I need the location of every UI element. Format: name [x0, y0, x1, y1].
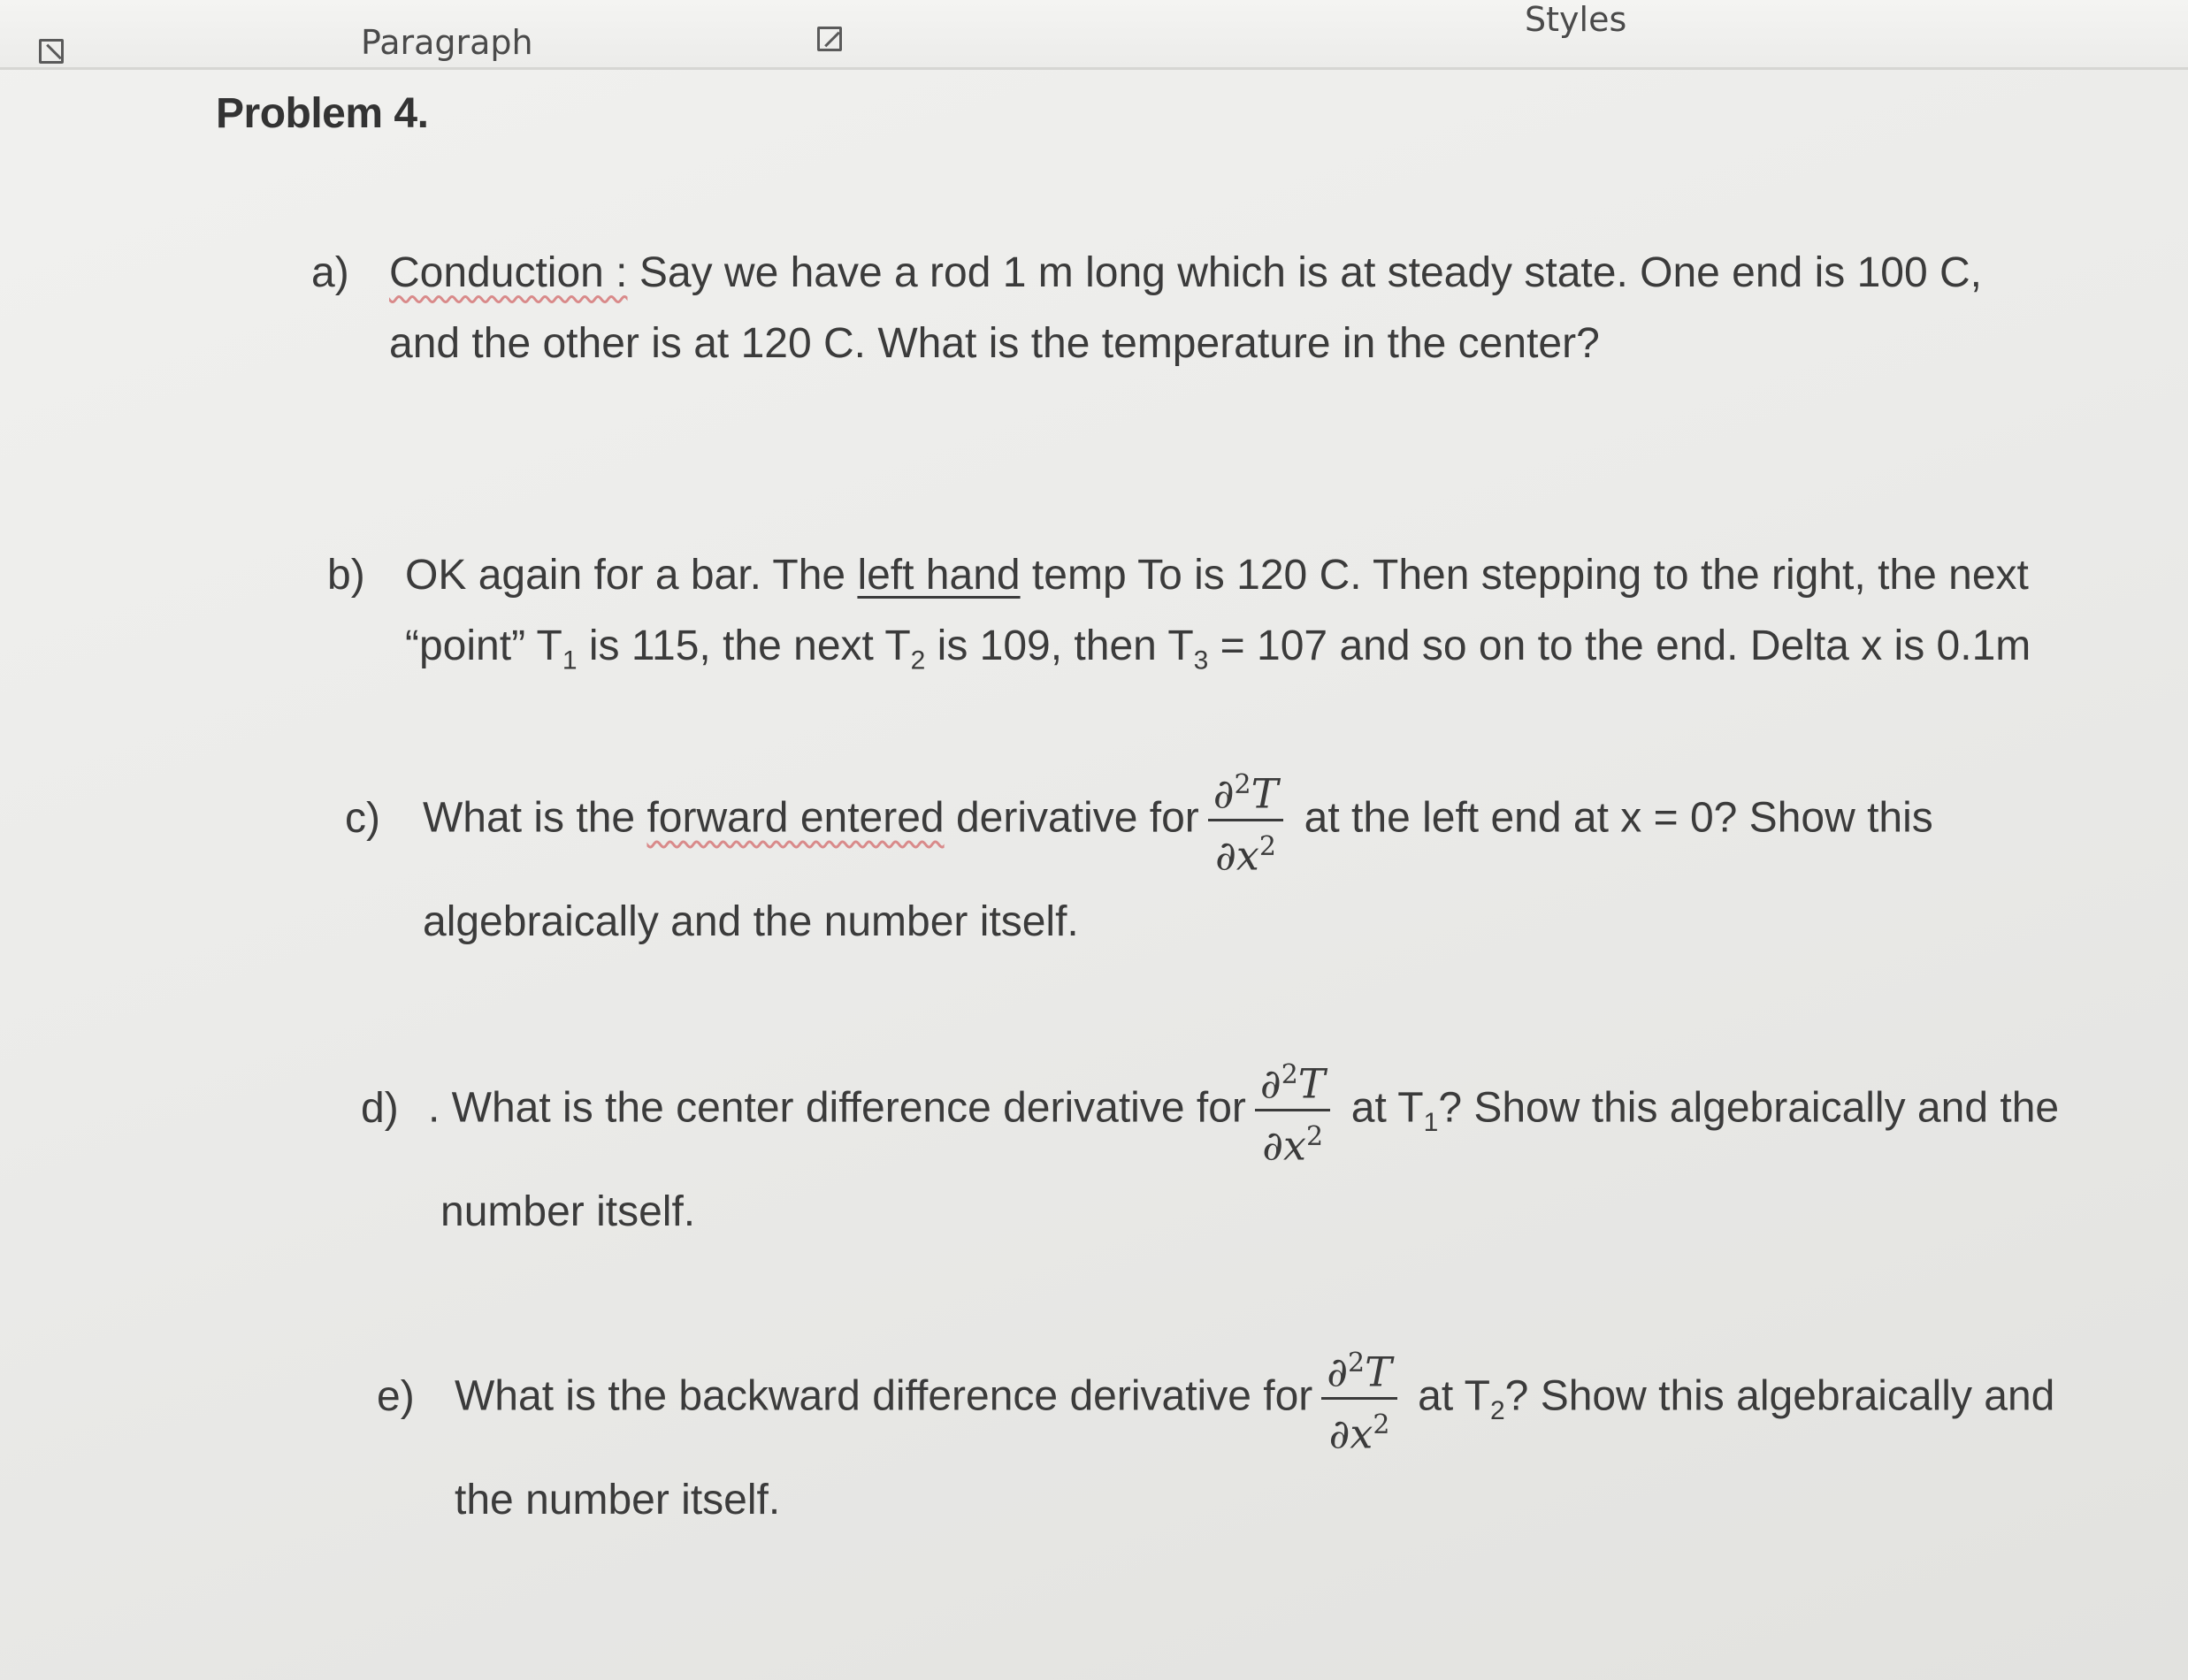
ribbon-bar: [0, 0, 2188, 70]
question-b-line-2: [327, 611, 2031, 697]
subscript-1: 1: [1423, 1108, 1439, 1138]
fraction-denominator: $\partial x^2$: [1328, 1409, 1390, 1458]
subscript-3: 3: [1193, 645, 1209, 676]
question-b-text-post: temp To is 120 C. Then stepping to the right, the next: [1020, 552, 2029, 599]
question-c-underlined: forward entered: [646, 794, 945, 842]
question-d-text-pre: . What is the center difference derivative for: [428, 1084, 1246, 1132]
question-b: [327, 540, 2031, 697]
fraction-denominator: $\partial x^2$: [1215, 831, 1276, 880]
document-page[interactable]: [0, 70, 2188, 1680]
question-b-line-1: [327, 540, 2031, 611]
question-b-text-pre: OK again for a bar. The: [405, 552, 858, 599]
question-a-line-1: [311, 238, 1982, 309]
question-c-text-pre: What is the: [423, 794, 647, 842]
question-b-underlined: left hand: [857, 552, 1021, 599]
question-d-text-a: at T: [1339, 1084, 1424, 1132]
question-e-text-b: ? Show this algebraically and: [1504, 1372, 2055, 1420]
question-c-text-mid: derivative for: [944, 794, 1199, 842]
fraction-numerator: ∂$^2$T: [1255, 1050, 1331, 1111]
question-e-line-1: [377, 1338, 2054, 1460]
question-e-text-a: at T: [1405, 1372, 1490, 1420]
question-b-text-a: “point” T: [405, 622, 562, 669]
question-b-text-b: is 115, the next T: [577, 622, 911, 669]
paragraph-group-label: Paragraph: [361, 23, 533, 62]
question-d-line-1: [361, 1050, 2059, 1172]
question-b-label: b): [327, 552, 365, 599]
question-c-line-2: algebraically and the number itself.: [423, 897, 1079, 945]
subscript-2: 2: [910, 645, 926, 676]
question-c: [345, 760, 1933, 958]
second-derivative-fraction: [1208, 760, 1284, 882]
question-e-text-pre: What is the backward difference derivative for: [455, 1372, 1313, 1420]
subscript-1: 1: [562, 645, 578, 676]
question-a-term: Conduction :: [389, 249, 628, 296]
styles-group-label: Styles: [1525, 0, 1627, 39]
question-a: [311, 238, 1982, 379]
question-c-label: c): [345, 794, 380, 842]
second-derivative-fraction: [1255, 1050, 1331, 1172]
question-d-label: d): [361, 1084, 399, 1132]
question-e-line-2: the number itself.: [455, 1476, 781, 1523]
question-d-text-b: ? Show this algebraically and the: [1438, 1084, 2060, 1132]
page-title: Problem 4.: [216, 90, 429, 137]
question-c-text-post: at the left end at x = 0? Show this: [1292, 794, 1933, 842]
fraction-numerator: ∂$^2$T: [1208, 760, 1284, 821]
question-b-text-c: is 109, then T: [925, 622, 1194, 669]
question-a-line-2: and the other is at 120 C. What is the temperature in the center?: [389, 320, 1600, 367]
question-a-text: Say we have a rod 1 m long which is at steady state. One end is 100 C,: [627, 249, 1983, 296]
question-b-text-d: = 107 and so on to the end. Delta x is 0.1m: [1208, 622, 2031, 669]
question-d: [361, 1050, 2059, 1248]
subscript-2: 2: [1489, 1396, 1505, 1426]
question-d-line-2: number itself.: [440, 1187, 696, 1235]
question-a-label: a): [311, 249, 349, 296]
clipboard-dialog-launcher-icon[interactable]: [39, 39, 64, 64]
question-e: [377, 1338, 2054, 1536]
fraction-numerator: ∂$^2$T: [1321, 1338, 1397, 1400]
question-c-line-1: [345, 760, 1933, 882]
question-e-label: e): [377, 1372, 415, 1420]
paragraph-dialog-launcher-icon[interactable]: [817, 27, 842, 51]
second-derivative-fraction: [1321, 1338, 1397, 1460]
fraction-denominator: $\partial x^2$: [1262, 1121, 1324, 1170]
